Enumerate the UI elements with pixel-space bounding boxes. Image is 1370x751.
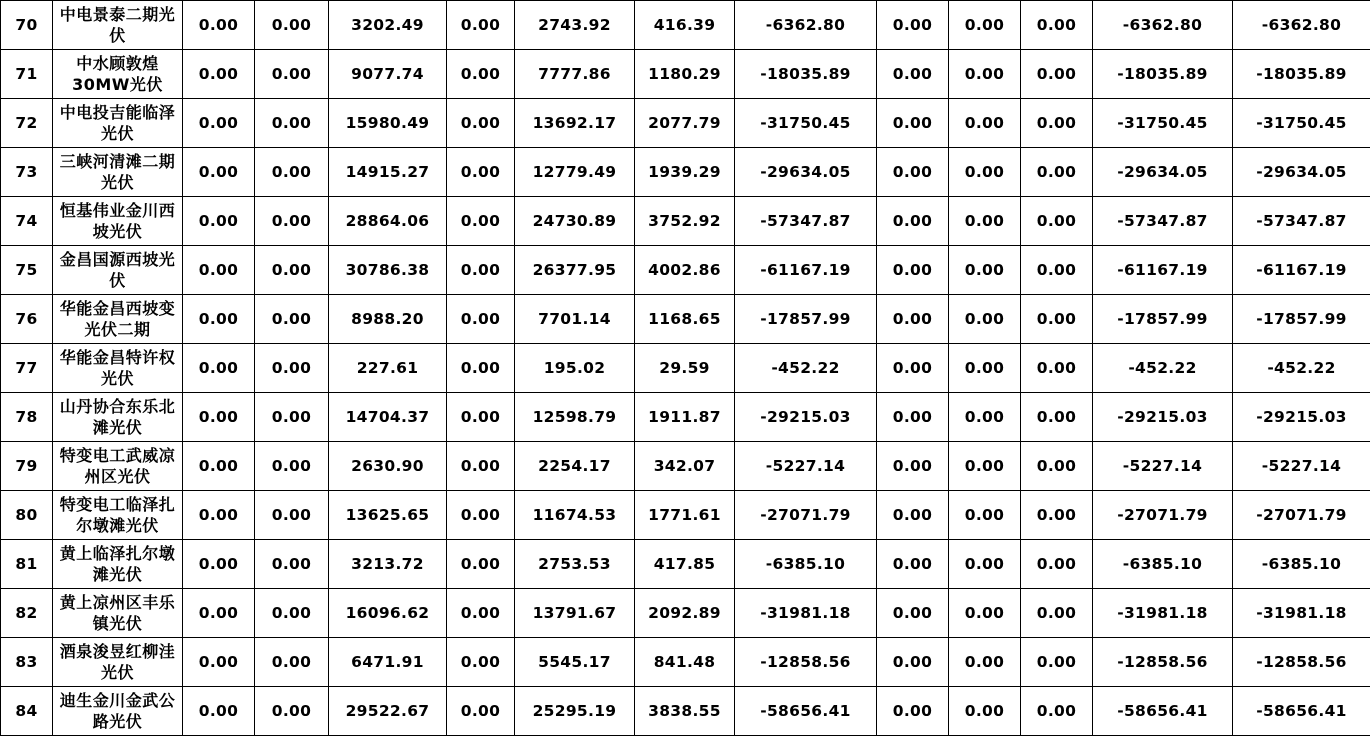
- value-cell-2: 0.00: [255, 197, 329, 246]
- value-cell-12: -57347.87: [1233, 197, 1370, 246]
- value-cell-5: 2743.92: [515, 1, 635, 50]
- value-cell-3: 3213.72: [329, 540, 447, 589]
- value-cell-2: 0.00: [255, 589, 329, 638]
- value-cell-11: -29215.03: [1093, 393, 1233, 442]
- value-cell-9: 0.00: [949, 393, 1021, 442]
- row-index-cell: 84: [1, 687, 53, 736]
- value-cell-8: 0.00: [877, 589, 949, 638]
- value-cell-12: -31981.18: [1233, 589, 1370, 638]
- value-cell-7: -57347.87: [735, 197, 877, 246]
- row-index-cell: 83: [1, 638, 53, 687]
- value-cell-8: 0.00: [877, 638, 949, 687]
- value-cell-8: 0.00: [877, 246, 949, 295]
- value-cell-3: 13625.65: [329, 491, 447, 540]
- station-name-cell: 迪生金川金武公路光伏: [53, 687, 183, 736]
- value-cell-1: 0.00: [183, 295, 255, 344]
- value-cell-10: 0.00: [1021, 1, 1093, 50]
- row-index-cell: 74: [1, 197, 53, 246]
- station-name-cell: 金昌国源西坡光伏: [53, 246, 183, 295]
- value-cell-1: 0.00: [183, 442, 255, 491]
- station-name-cell: 恒基伟业金川西坡光伏: [53, 197, 183, 246]
- row-index-cell: 77: [1, 344, 53, 393]
- value-cell-8: 0.00: [877, 687, 949, 736]
- value-cell-4: 0.00: [447, 99, 515, 148]
- value-cell-12: -29215.03: [1233, 393, 1370, 442]
- value-cell-3: 227.61: [329, 344, 447, 393]
- value-cell-2: 0.00: [255, 638, 329, 687]
- value-cell-2: 0.00: [255, 540, 329, 589]
- value-cell-12: -29634.05: [1233, 148, 1370, 197]
- value-cell-4: 0.00: [447, 50, 515, 99]
- value-cell-2: 0.00: [255, 246, 329, 295]
- station-name-cell: 特变电工临泽扎尔墩滩光伏: [53, 491, 183, 540]
- value-cell-6: 1911.87: [635, 393, 735, 442]
- value-cell-6: 841.48: [635, 638, 735, 687]
- value-cell-4: 0.00: [447, 491, 515, 540]
- station-name-cell: 特变电工武威凉州区光伏: [53, 442, 183, 491]
- station-name-cell: 山丹协合东乐北滩光伏: [53, 393, 183, 442]
- value-cell-11: -61167.19: [1093, 246, 1233, 295]
- value-cell-10: 0.00: [1021, 491, 1093, 540]
- table-row: [1, 442, 1370, 491]
- value-cell-9: 0.00: [949, 491, 1021, 540]
- value-cell-10: 0.00: [1021, 99, 1093, 148]
- value-cell-7: -29215.03: [735, 393, 877, 442]
- value-cell-7: -58656.41: [735, 687, 877, 736]
- value-cell-10: 0.00: [1021, 442, 1093, 491]
- value-cell-4: 0.00: [447, 344, 515, 393]
- value-cell-11: -57347.87: [1093, 197, 1233, 246]
- value-cell-4: 0.00: [447, 148, 515, 197]
- value-cell-4: 0.00: [447, 687, 515, 736]
- value-cell-6: 1771.61: [635, 491, 735, 540]
- value-cell-11: -29634.05: [1093, 148, 1233, 197]
- value-cell-7: -29634.05: [735, 148, 877, 197]
- table-row: [1, 491, 1370, 540]
- value-cell-8: 0.00: [877, 442, 949, 491]
- value-cell-8: 0.00: [877, 295, 949, 344]
- value-cell-1: 0.00: [183, 589, 255, 638]
- value-cell-5: 25295.19: [515, 687, 635, 736]
- value-cell-11: -18035.89: [1093, 50, 1233, 99]
- value-cell-11: -27071.79: [1093, 491, 1233, 540]
- value-cell-9: 0.00: [949, 1, 1021, 50]
- table-row: [1, 99, 1370, 148]
- value-cell-5: 13692.17: [515, 99, 635, 148]
- row-index-cell: 71: [1, 50, 53, 99]
- table-row: [1, 687, 1370, 736]
- value-cell-11: -31981.18: [1093, 589, 1233, 638]
- value-cell-10: 0.00: [1021, 638, 1093, 687]
- value-cell-7: -6362.80: [735, 1, 877, 50]
- value-cell-8: 0.00: [877, 491, 949, 540]
- value-cell-3: 14915.27: [329, 148, 447, 197]
- value-cell-4: 0.00: [447, 197, 515, 246]
- value-cell-10: 0.00: [1021, 687, 1093, 736]
- value-cell-1: 0.00: [183, 246, 255, 295]
- value-cell-12: -18035.89: [1233, 50, 1370, 99]
- value-cell-1: 0.00: [183, 393, 255, 442]
- table-row: [1, 148, 1370, 197]
- value-cell-8: 0.00: [877, 99, 949, 148]
- value-cell-5: 2753.53: [515, 540, 635, 589]
- value-cell-4: 0.00: [447, 1, 515, 50]
- value-cell-9: 0.00: [949, 589, 1021, 638]
- value-cell-6: 1180.29: [635, 50, 735, 99]
- value-cell-2: 0.00: [255, 148, 329, 197]
- value-cell-9: 0.00: [949, 540, 1021, 589]
- value-cell-7: -61167.19: [735, 246, 877, 295]
- value-cell-9: 0.00: [949, 344, 1021, 393]
- value-cell-4: 0.00: [447, 540, 515, 589]
- table-row: [1, 540, 1370, 589]
- value-cell-4: 0.00: [447, 638, 515, 687]
- value-cell-2: 0.00: [255, 393, 329, 442]
- value-cell-12: -17857.99: [1233, 295, 1370, 344]
- value-cell-1: 0.00: [183, 99, 255, 148]
- table-row: [1, 50, 1370, 99]
- value-cell-7: -12858.56: [735, 638, 877, 687]
- value-cell-2: 0.00: [255, 687, 329, 736]
- value-cell-8: 0.00: [877, 50, 949, 99]
- value-cell-4: 0.00: [447, 442, 515, 491]
- value-cell-8: 0.00: [877, 148, 949, 197]
- value-cell-12: -27071.79: [1233, 491, 1370, 540]
- value-cell-10: 0.00: [1021, 589, 1093, 638]
- row-index-cell: 80: [1, 491, 53, 540]
- value-cell-7: -17857.99: [735, 295, 877, 344]
- station-name-cell: 黄上临泽扎尔墩滩光伏: [53, 540, 183, 589]
- table-row: [1, 1, 1370, 50]
- value-cell-3: 3202.49: [329, 1, 447, 50]
- value-cell-7: -31981.18: [735, 589, 877, 638]
- value-cell-6: 1168.65: [635, 295, 735, 344]
- station-name-cell: 黄上凉州区丰乐镇光伏: [53, 589, 183, 638]
- value-cell-10: 0.00: [1021, 540, 1093, 589]
- value-cell-10: 0.00: [1021, 344, 1093, 393]
- value-cell-7: -27071.79: [735, 491, 877, 540]
- value-cell-3: 2630.90: [329, 442, 447, 491]
- station-name-cell: 中电景泰二期光伏: [53, 1, 183, 50]
- value-cell-5: 195.02: [515, 344, 635, 393]
- value-cell-8: 0.00: [877, 540, 949, 589]
- value-cell-6: 2092.89: [635, 589, 735, 638]
- value-cell-11: -452.22: [1093, 344, 1233, 393]
- value-cell-1: 0.00: [183, 687, 255, 736]
- table-body: [1, 1, 1370, 736]
- value-cell-1: 0.00: [183, 638, 255, 687]
- station-name-cell: 酒泉浚昱红柳洼光伏: [53, 638, 183, 687]
- value-cell-6: 3752.92: [635, 197, 735, 246]
- value-cell-3: 28864.06: [329, 197, 447, 246]
- value-cell-10: 0.00: [1021, 246, 1093, 295]
- station-name-cell: 中电投吉能临泽光伏: [53, 99, 183, 148]
- row-index-cell: 79: [1, 442, 53, 491]
- value-cell-2: 0.00: [255, 50, 329, 99]
- value-cell-5: 13791.67: [515, 589, 635, 638]
- value-cell-6: 342.07: [635, 442, 735, 491]
- value-cell-9: 0.00: [949, 99, 1021, 148]
- row-index-cell: 78: [1, 393, 53, 442]
- value-cell-10: 0.00: [1021, 148, 1093, 197]
- value-cell-9: 0.00: [949, 295, 1021, 344]
- value-cell-8: 0.00: [877, 197, 949, 246]
- station-name-cell: 华能金昌西坡变光伏二期: [53, 295, 183, 344]
- value-cell-7: -6385.10: [735, 540, 877, 589]
- station-name-cell: 三峡河清滩二期光伏: [53, 148, 183, 197]
- value-cell-11: -17857.99: [1093, 295, 1233, 344]
- value-cell-1: 0.00: [183, 148, 255, 197]
- value-cell-11: -31750.45: [1093, 99, 1233, 148]
- value-cell-3: 9077.74: [329, 50, 447, 99]
- value-cell-5: 7777.86: [515, 50, 635, 99]
- value-cell-7: -18035.89: [735, 50, 877, 99]
- value-cell-9: 0.00: [949, 638, 1021, 687]
- value-cell-3: 16096.62: [329, 589, 447, 638]
- table-row: [1, 295, 1370, 344]
- value-cell-5: 12598.79: [515, 393, 635, 442]
- value-cell-1: 0.00: [183, 540, 255, 589]
- table-row: [1, 246, 1370, 295]
- value-cell-5: 24730.89: [515, 197, 635, 246]
- value-cell-12: -6385.10: [1233, 540, 1370, 589]
- row-index-cell: 73: [1, 148, 53, 197]
- value-cell-6: 416.39: [635, 1, 735, 50]
- value-cell-2: 0.00: [255, 491, 329, 540]
- value-cell-3: 30786.38: [329, 246, 447, 295]
- value-cell-6: 417.85: [635, 540, 735, 589]
- row-index-cell: 76: [1, 295, 53, 344]
- value-cell-12: -5227.14: [1233, 442, 1370, 491]
- value-cell-4: 0.00: [447, 246, 515, 295]
- value-cell-1: 0.00: [183, 50, 255, 99]
- value-cell-1: 0.00: [183, 344, 255, 393]
- value-cell-3: 29522.67: [329, 687, 447, 736]
- value-cell-2: 0.00: [255, 295, 329, 344]
- value-cell-12: -58656.41: [1233, 687, 1370, 736]
- value-cell-9: 0.00: [949, 687, 1021, 736]
- value-cell-9: 0.00: [949, 197, 1021, 246]
- table-row: [1, 197, 1370, 246]
- value-cell-3: 8988.20: [329, 295, 447, 344]
- value-cell-5: 5545.17: [515, 638, 635, 687]
- value-cell-1: 0.00: [183, 197, 255, 246]
- value-cell-12: -6362.80: [1233, 1, 1370, 50]
- station-name-cell: 华能金昌特许权光伏: [53, 344, 183, 393]
- value-cell-7: -5227.14: [735, 442, 877, 491]
- row-index-cell: 70: [1, 1, 53, 50]
- value-cell-11: -5227.14: [1093, 442, 1233, 491]
- value-cell-6: 2077.79: [635, 99, 735, 148]
- value-cell-3: 15980.49: [329, 99, 447, 148]
- table-row: [1, 638, 1370, 687]
- value-cell-11: -12858.56: [1093, 638, 1233, 687]
- value-cell-10: 0.00: [1021, 393, 1093, 442]
- value-cell-9: 0.00: [949, 246, 1021, 295]
- value-cell-5: 26377.95: [515, 246, 635, 295]
- table-row: [1, 344, 1370, 393]
- row-index-cell: 72: [1, 99, 53, 148]
- value-cell-5: 2254.17: [515, 442, 635, 491]
- table-row: [1, 393, 1370, 442]
- value-cell-4: 0.00: [447, 393, 515, 442]
- value-cell-2: 0.00: [255, 442, 329, 491]
- value-cell-2: 0.00: [255, 344, 329, 393]
- value-cell-2: 0.00: [255, 1, 329, 50]
- row-index-cell: 82: [1, 589, 53, 638]
- value-cell-12: -12858.56: [1233, 638, 1370, 687]
- value-cell-9: 0.00: [949, 148, 1021, 197]
- value-cell-10: 0.00: [1021, 197, 1093, 246]
- value-cell-6: 4002.86: [635, 246, 735, 295]
- row-index-cell: 81: [1, 540, 53, 589]
- value-cell-11: -6362.80: [1093, 1, 1233, 50]
- value-cell-1: 0.00: [183, 1, 255, 50]
- value-cell-5: 7701.14: [515, 295, 635, 344]
- value-cell-12: -31750.45: [1233, 99, 1370, 148]
- value-cell-3: 14704.37: [329, 393, 447, 442]
- table-row: [1, 589, 1370, 638]
- value-cell-7: -452.22: [735, 344, 877, 393]
- value-cell-2: 0.00: [255, 99, 329, 148]
- value-cell-4: 0.00: [447, 295, 515, 344]
- value-cell-6: 3838.55: [635, 687, 735, 736]
- value-cell-9: 0.00: [949, 50, 1021, 99]
- value-cell-6: 29.59: [635, 344, 735, 393]
- value-cell-12: -452.22: [1233, 344, 1370, 393]
- station-name-cell: 中水顾敦煌30MW光伏: [53, 50, 183, 99]
- value-cell-8: 0.00: [877, 393, 949, 442]
- value-cell-8: 0.00: [877, 344, 949, 393]
- value-cell-1: 0.00: [183, 491, 255, 540]
- value-cell-10: 0.00: [1021, 295, 1093, 344]
- value-cell-4: 0.00: [447, 589, 515, 638]
- value-cell-5: 12779.49: [515, 148, 635, 197]
- value-cell-6: 1939.29: [635, 148, 735, 197]
- value-cell-9: 0.00: [949, 442, 1021, 491]
- value-cell-10: 0.00: [1021, 50, 1093, 99]
- row-index-cell: 75: [1, 246, 53, 295]
- value-cell-7: -31750.45: [735, 99, 877, 148]
- value-cell-3: 6471.91: [329, 638, 447, 687]
- value-cell-8: 0.00: [877, 1, 949, 50]
- value-cell-11: -6385.10: [1093, 540, 1233, 589]
- value-cell-12: -61167.19: [1233, 246, 1370, 295]
- value-cell-5: 11674.53: [515, 491, 635, 540]
- value-cell-11: -58656.41: [1093, 687, 1233, 736]
